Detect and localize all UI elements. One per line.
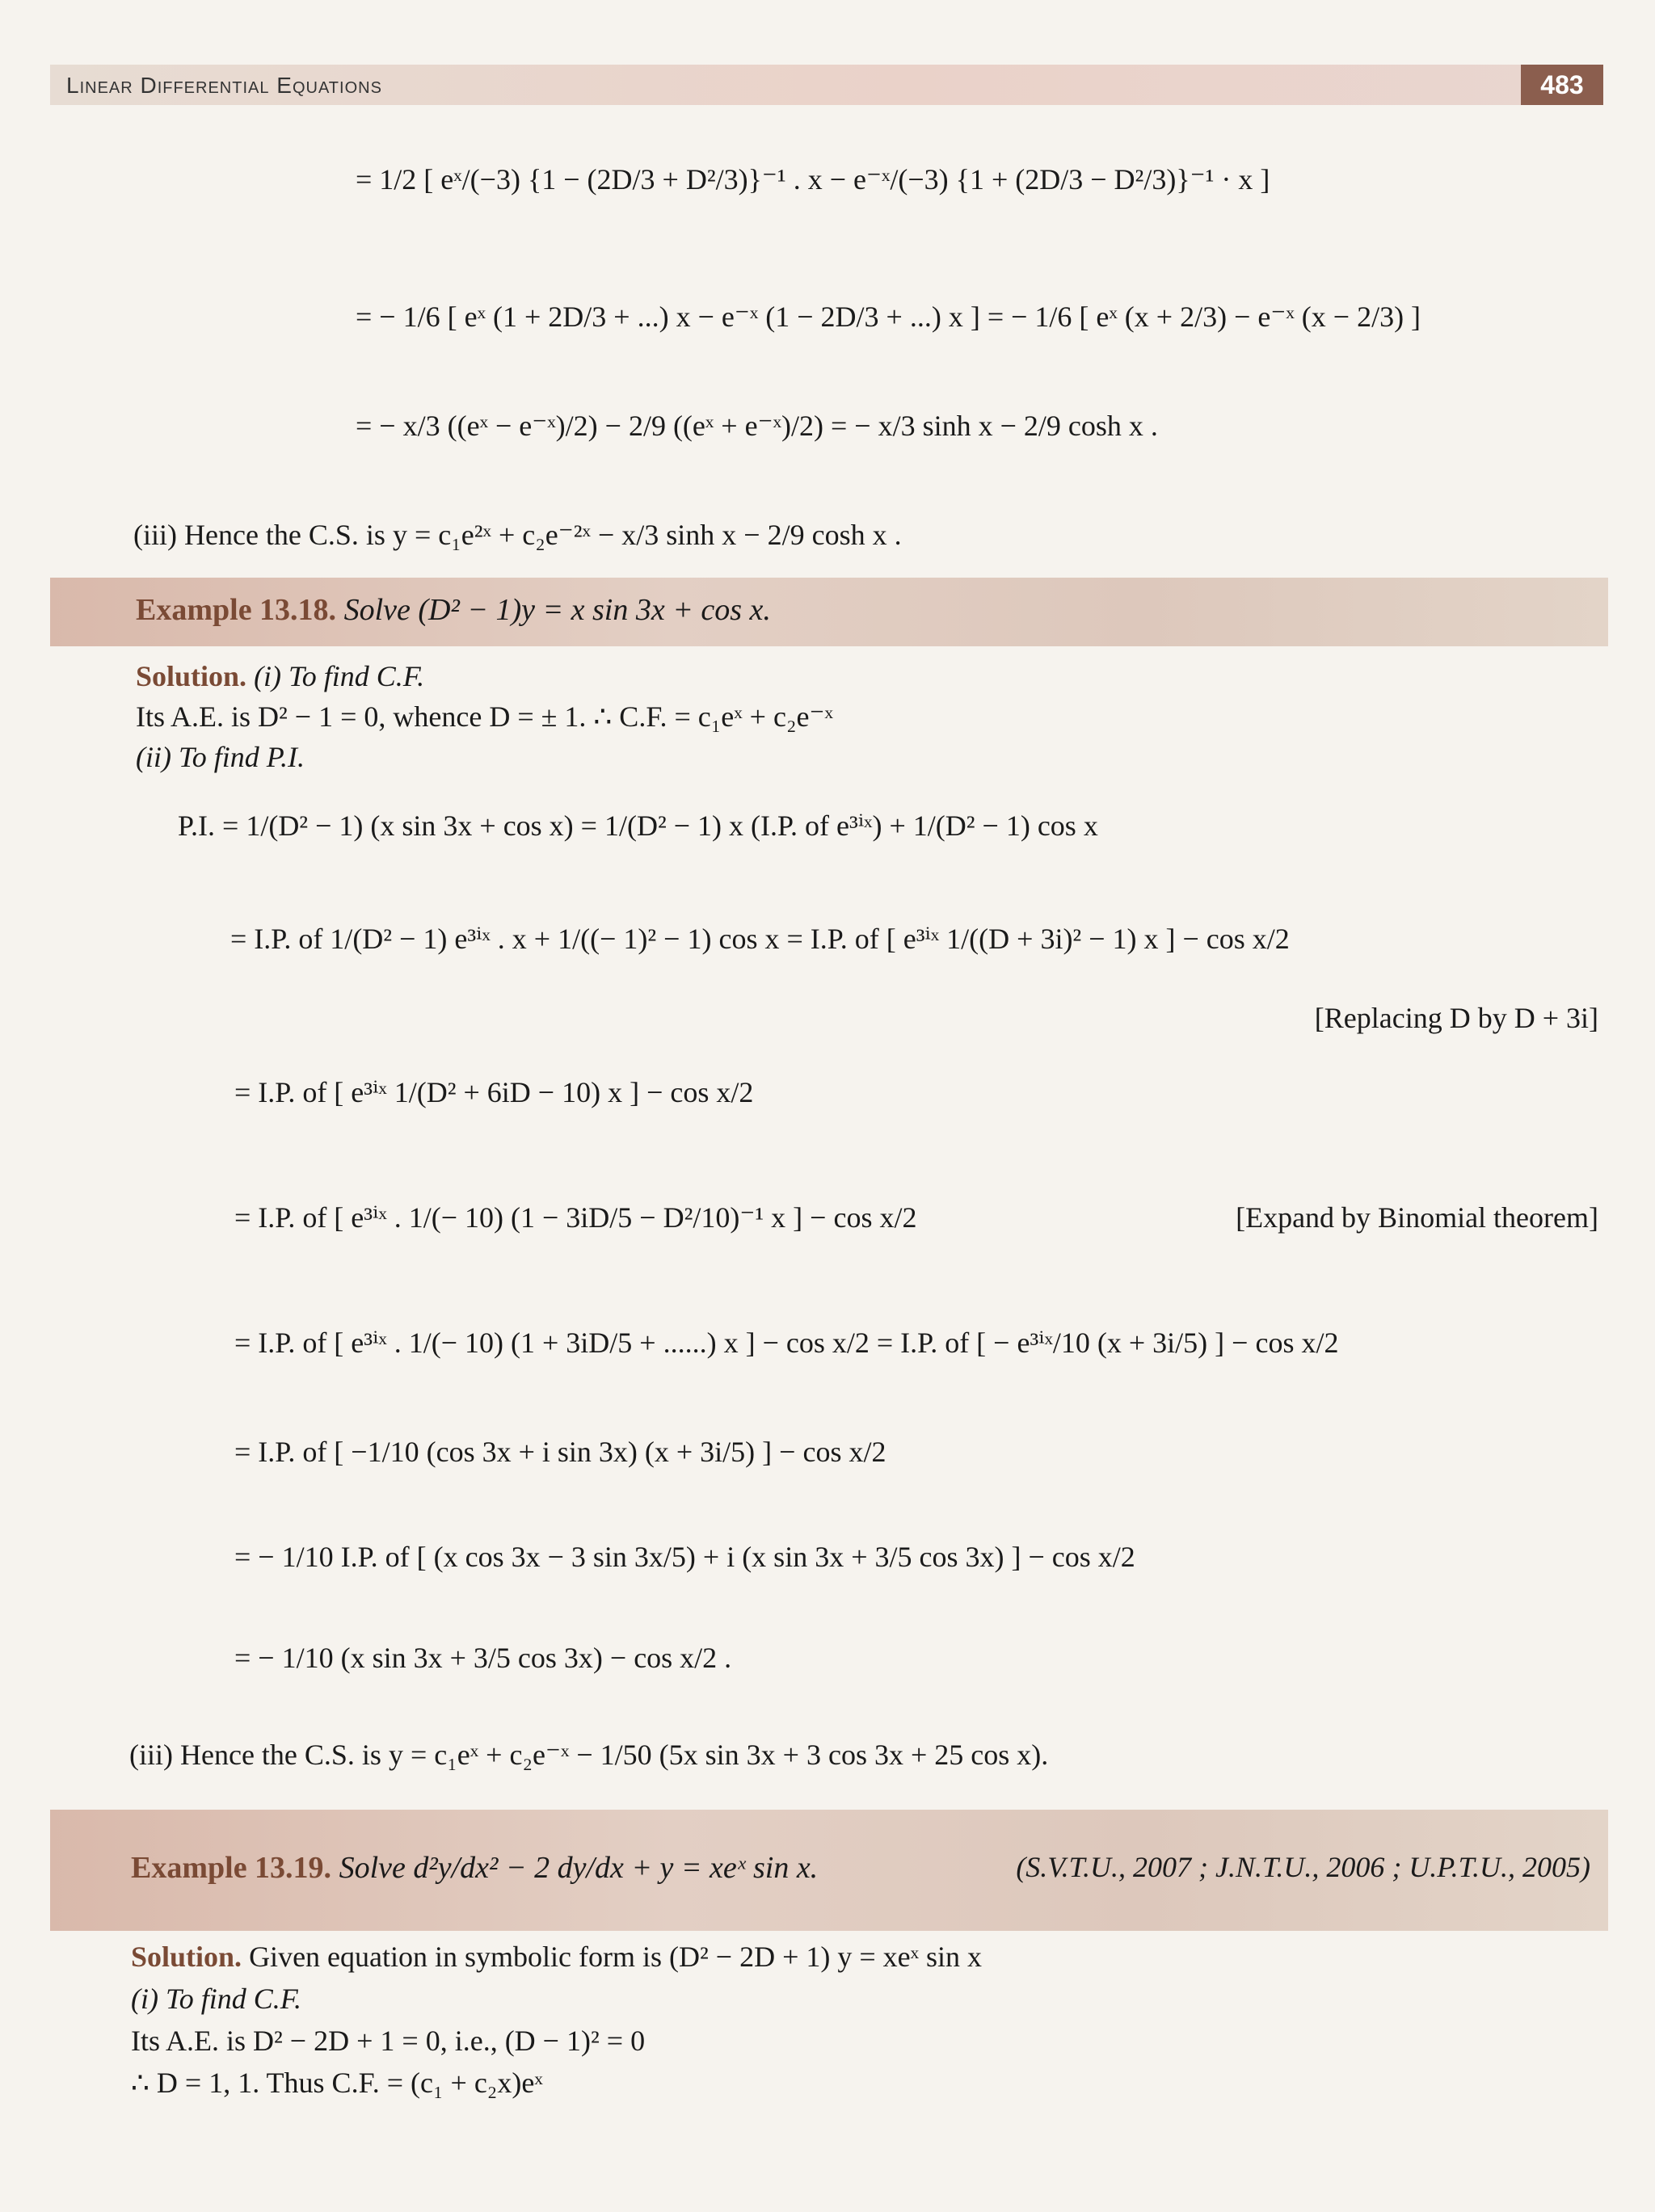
equation-line: = − x/3 ((eˣ − e⁻ˣ)/2) − 2/9 ((eˣ + e⁻ˣ)/2) = − x/3 sinh x − 2/9 cosh x . [356,410,1158,442]
solution-text: Given equation in symbolic form is (D² − 2D + 1) y = xeˣ sin x [249,1941,983,1973]
pi-line: = I.P. of [ e³ⁱˣ . 1/(− 10) (1 + 3iD/5 + ......) x ] − cos x/2 = I.P. of [ − e³ⁱˣ/10 (x + 3i/5) ] − cos x/2 [234,1327,1339,1359]
solution-heading [136,658,424,694]
solution-heading [131,1939,982,1974]
page-number: 483 [1521,65,1603,105]
equation-line: = − 1/6 [ eˣ (1 + 2D/3 + ...) x − e⁻ˣ (1 − 2D/3 + ...) x ] = − 1/6 [ eˣ (x + 2/3) − e⁻ˣ (x − 2/3) ] [356,301,1421,333]
auxiliary-equation: Its A.E. is D² − 2D + 1 = 0, i.e., (D − 1)² = 0 [131,2025,646,2057]
pi-heading-text: (ii) To find P.I. [136,741,305,773]
margin-note: [Expand by Binomial theorem] [1236,1201,1598,1234]
cf-heading: (i) To find C.F. [254,660,425,692]
pi-line: = I.P. of [ e³ⁱˣ 1/(D² + 6iD − 10) x ] − cos x/2 [234,1076,754,1108]
equation-line: = 1/2 [ eˣ/(−3) {1 − (2D/3 + D²/3)}⁻¹ . x − e⁻ˣ/(−3) {1 + (2D/3 − D²/3)}⁻¹ · x ] [356,163,1270,196]
pi-line: = I.P. of 1/(D² − 1) e³ⁱˣ . x + 1/((− 1)² − 1) cos x = I.P. of [ e³ⁱˣ 1/((D + 3i)² − 1) x ] − cos x/2 [230,923,1290,955]
pi-line: = − 1/10 (x sin 3x + 3/5 cos 3x) − cos x/2 . [234,1642,732,1674]
example-label: Example 13.18. [136,593,337,627]
complete-solution: (iii) Hence the C.S. is y = c₁e²ˣ + c₂e⁻²ˣ − x/3 sinh x − 2/9 cosh x . [133,519,902,551]
exam-reference: (S.V.T.U., 2007 ; J.N.T.U., 2006 ; U.P.T.U., 2005) [1016,1851,1590,1883]
cf-heading-text: (i) To find C.F. [131,1983,302,2015]
roots-line: ∴ D = 1, 1. Thus C.F. = (c₁ + c₂x)eˣ [131,2067,543,2099]
example-statement: Solve d²y/dx² − 2 dy/dx + y = xeˣ sin x. [339,1851,819,1885]
margin-note: [Replacing D by D + 3i] [1314,1002,1598,1034]
pi-line: = I.P. of [ e³ⁱˣ . 1/(− 10) (1 − 3iD/5 − D²/10)⁻¹ x ] − cos x/2 [234,1201,917,1234]
chapter-title: Linear Differential Equations [66,73,382,98]
auxiliary-equation: Its A.E. is D² − 1 = 0, whence D = ± 1. ∴ C.F. = c₁eˣ + c₂e⁻ˣ [136,700,833,733]
example-label: Example 13.19. [131,1851,332,1885]
example-heading [136,592,771,628]
example-heading [131,1850,818,1886]
solution-label: Solution. [131,1941,242,1973]
pi-line: = I.P. of [ −1/10 (cos 3x + i sin 3x) (x + 3i/5) ] − cos x/2 [234,1436,886,1468]
example-statement: Solve (D² − 1)y = x sin 3x + cos x. [343,593,771,627]
complete-solution: (iii) Hence the C.S. is y = c₁eˣ + c₂e⁻ˣ − 1/50 (5x sin 3x + 3 cos 3x + 25 cos x). [129,1739,1049,1771]
pi-line: P.I. = 1/(D² − 1) (x sin 3x + cos x) = 1/(D² − 1) x (I.P. of e³ⁱˣ) + 1/(D² − 1) cos x [178,810,1098,842]
pi-line: = − 1/10 I.P. of [ (x cos 3x − 3 sin 3x/5) + i (x sin 3x + 3/5 cos 3x) ] − cos x/2 [234,1541,1135,1573]
pi-heading [136,739,305,775]
cf-heading [131,1981,301,2016]
running-header [50,65,1603,105]
solution-label: Solution. [136,660,247,692]
